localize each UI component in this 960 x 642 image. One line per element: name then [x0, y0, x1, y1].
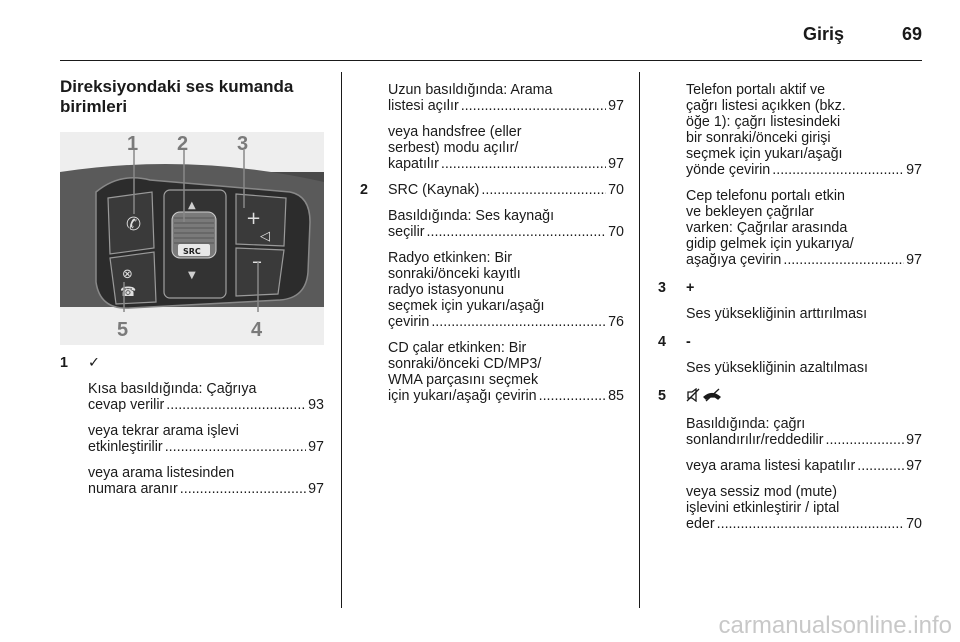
watermark: carmanualsonline.info: [718, 612, 952, 639]
minus-icon: -: [686, 334, 691, 350]
header-page-number: 69: [901, 24, 922, 44]
svg-text:▲: ▲: [188, 200, 196, 211]
callout-5: 5: [117, 319, 129, 341]
page-ref: 97: [608, 156, 624, 172]
callout-3: 3: [237, 133, 249, 155]
item-description: Ses yüksekliğinin azaltılması: [686, 360, 868, 376]
item-3: [658, 280, 922, 322]
entry: veya arama listesi kapatılır ..... 97: [686, 458, 922, 474]
entry: veya tekrar arama işlevi etkinleştirilir ..... 97: [88, 423, 324, 455]
callout-1: 1: [127, 133, 139, 155]
mute-hangup-icon: [686, 388, 922, 406]
item-number: 4: [658, 334, 666, 350]
item-1: [60, 355, 324, 497]
page-ref: 97: [906, 432, 922, 448]
phone-symbol-icon: ✓: [88, 355, 100, 371]
item-number: 5: [658, 388, 666, 404]
page-ref: 97: [906, 252, 922, 268]
page-ref: 70: [906, 516, 922, 532]
src-label: SRC: [183, 247, 201, 256]
item-2: 2 SRC (Kaynak) ..... 70 Basıldığında: Ses kaynağı seçilir ..... 70 Radyo etkinken: Bir sonraki/önceki kayıtlı radyo istasyonunu seçmek için yukarı/aşağı çevirin ..... 76 CD çalar etkinken: Bir sonraki/önceki CD/MP3/ WMA parçasını seçmek için yukarı/aşağı çevirin ..... 85: [360, 182, 624, 404]
svg-text:▼: ▼: [188, 270, 196, 281]
item-number: 1: [60, 355, 68, 371]
item-1-continued: [360, 82, 624, 172]
page-ref: 97: [906, 458, 922, 474]
page-ref: 70: [608, 182, 624, 198]
steering-controls-figure: [60, 132, 324, 345]
item-4: [658, 334, 922, 376]
item-5: [658, 388, 922, 532]
entry: Basıldığında: Ses kaynağı seçilir ..... 70: [388, 208, 624, 240]
column-2: [360, 72, 624, 404]
entry: Radyo etkinken: Bir sonraki/önceki kayıtlı radyo istasyonunu seçmek için yukarı/aşağı çevirin ..... 76: [388, 250, 624, 330]
volume-down-icon: –: [252, 249, 262, 273]
entry: Telefon portalı aktif ve çağrı listesi açıkken (bkz. öğe 1): çağrı listesindeki bir sonraki/önceki girişi seçmek için yukarı/aşağı yönde çevirin ..... 97: [686, 82, 922, 178]
hangup-icon: ☎: [120, 285, 137, 300]
section-title: Direksiyondaki ses kumanda birimleri: [60, 77, 294, 116]
page-ref: 97: [906, 162, 922, 178]
page-ref: 76: [608, 314, 624, 330]
column-3: [658, 72, 922, 532]
page-header: [60, 0, 922, 62]
header-title: Giriş: [802, 24, 844, 44]
column-1: [60, 72, 324, 497]
entry: Uzun basıldığında: Arama listesi açılır ..... 97: [388, 82, 624, 114]
callout-2: 2: [177, 133, 189, 155]
page-ref: 93: [308, 397, 324, 413]
volume-up-icon: +: [246, 208, 262, 229]
page-ref: 97: [308, 439, 324, 455]
page-ref: 70: [608, 224, 624, 240]
entry: veya handsfree (eller serbest) modu açılır/ kapatılır ..... 97: [388, 124, 624, 172]
item-number: 2: [360, 182, 368, 198]
entry: Cep telefonu portalı etkin ve bekleyen çağrılar varken: Çağrılar arasında gidip gelmek için yukarıya/ aşağıya çevirin ..... 97: [686, 188, 922, 268]
phone-icon: ✆: [126, 214, 142, 235]
page-ref: 85: [608, 388, 624, 404]
item-2-continued: [658, 82, 922, 268]
item-number: 3: [658, 280, 666, 296]
entry: Basıldığında: çağrı sonlandırılır/reddedilir ..... 97: [686, 416, 922, 448]
entry: Kısa basıldığında: Çağrıya cevap verilir ..... 93: [88, 381, 324, 413]
callout-4: 4: [251, 319, 263, 341]
page-ref: 97: [308, 481, 324, 497]
steering-controls-illustration: [60, 132, 324, 345]
speaker-icon: ◁: [260, 229, 270, 244]
entry: veya arama listesinden numara aranır ..... 97: [88, 465, 324, 497]
plus-icon: +: [686, 280, 695, 296]
item-description: Ses yüksekliğinin arttırılması: [686, 306, 868, 322]
column-divider-1: [341, 72, 342, 608]
header-rule: [60, 60, 922, 61]
column-divider-2: [639, 72, 640, 608]
entry: veya sessiz mod (mute) işlevini etkinleştirir / iptal eder ..... 70: [686, 484, 922, 532]
page-ref: 97: [608, 98, 624, 114]
mute-icon: ⊗: [122, 267, 133, 282]
entry: CD çalar etkinken: Bir sonraki/önceki CD/MP3/ WMA parçasını seçmek için yukarı/aşağı çevirin ..... 85: [388, 340, 624, 404]
